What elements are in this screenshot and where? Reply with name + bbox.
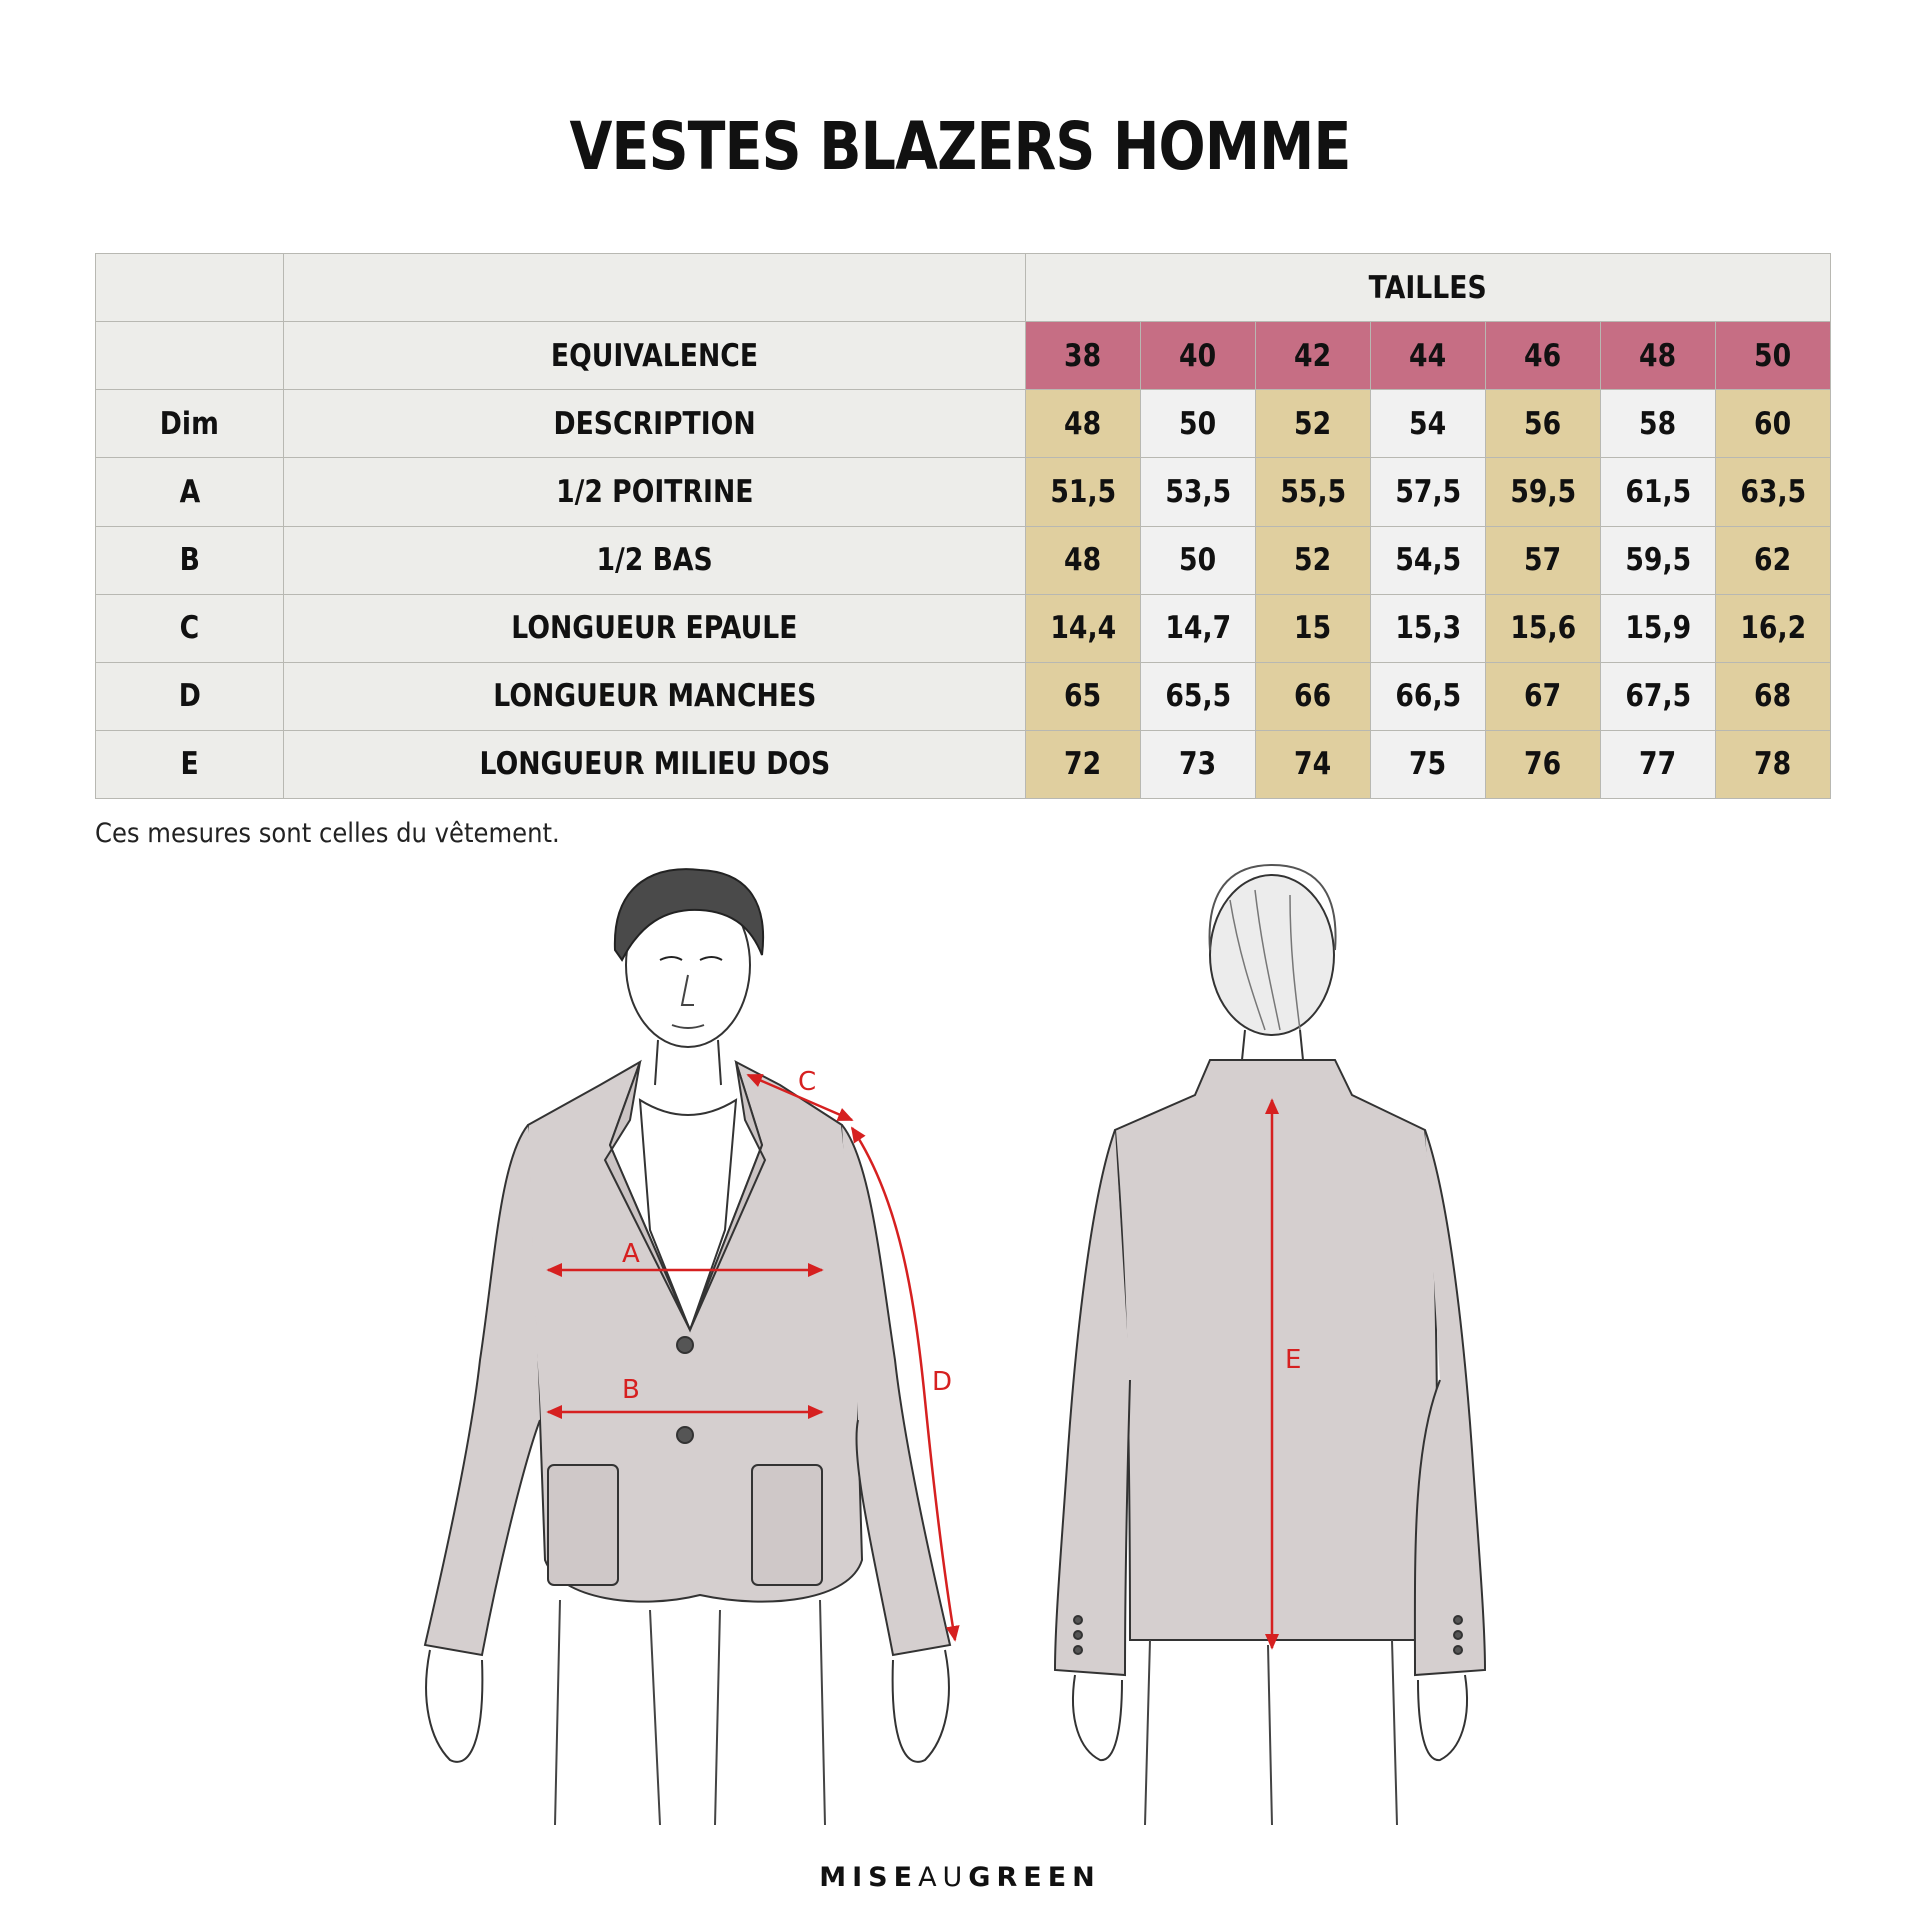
measure-value: 67,5 [1601,662,1716,730]
measure-label: LONGUEUR EPAULE [284,594,1026,662]
measure-value: 16,2 [1716,594,1831,662]
description-size-cell: 56 [1486,390,1601,458]
measure-value: 78 [1716,730,1831,798]
brand-logo [0,1862,1920,1893]
measure-value: 14,4 [1026,594,1141,662]
dim-header: Dim [96,390,284,458]
size-chart-table [95,253,1831,799]
front-button [677,1427,693,1443]
front-right-pocket [752,1465,822,1585]
measure-value: 65 [1026,662,1141,730]
measure-value: 57,5 [1371,458,1486,526]
measure-value: 63,5 [1716,458,1831,526]
brand-logo-part: AU [918,1862,969,1893]
dim-cell: A [96,458,284,526]
measure-label: 1/2 BAS [284,526,1026,594]
label-b: B [622,1375,640,1405]
equivalence-size-cell: 46 [1486,322,1601,390]
measure-value: 66,5 [1371,662,1486,730]
blazer-measurement-illustration [0,855,1920,1855]
equivalence-size-cell: 44 [1371,322,1486,390]
description-size-cell: 52 [1256,390,1371,458]
description-size-cell: 60 [1716,390,1831,458]
back-jacket-body [1115,1060,1440,1640]
dim-cell: E [96,730,284,798]
measure-value: 75 [1371,730,1486,798]
front-left-sleeve [425,1125,540,1655]
measure-label: LONGUEUR MILIEU DOS [284,730,1026,798]
label-a: A [622,1239,640,1269]
measure-value: 74 [1256,730,1371,798]
front-figure [425,869,953,1825]
measure-value: 57 [1486,526,1601,594]
equivalence-label: EQUIVALENCE [284,322,1026,390]
equivalence-size-cell: 42 [1256,322,1371,390]
header-empty-cell [96,254,284,322]
measure-value: 52 [1256,526,1371,594]
description-size-cell: 48 [1026,390,1141,458]
front-left-pocket [548,1465,618,1585]
label-e: E [1285,1345,1302,1375]
description-size-cell: 50 [1141,390,1256,458]
equivalence-size-cell: 40 [1141,322,1256,390]
equivalence-dim-cell [96,322,284,390]
measure-value: 55,5 [1256,458,1371,526]
equivalence-row [96,322,1831,390]
dim-cell: B [96,526,284,594]
measure-value: 48 [1026,526,1141,594]
measure-value: 59,5 [1601,526,1716,594]
page-title: VESTES BLAZERS HOMME [569,108,1351,185]
back-figure [1055,865,1485,1825]
measure-value: 66 [1256,662,1371,730]
equivalence-size-cell: 48 [1601,322,1716,390]
measure-value: 68 [1716,662,1831,730]
back-left-sleeve [1055,1130,1130,1675]
equivalence-size-cell: 38 [1026,322,1141,390]
brand-logo-part: GREEN [968,1862,1101,1893]
measure-label: LONGUEUR MANCHES [284,662,1026,730]
measure-value: 50 [1141,526,1256,594]
measure-value: 59,5 [1486,458,1601,526]
measure-value: 54,5 [1371,526,1486,594]
description-size-cell: 58 [1601,390,1716,458]
measure-value: 77 [1601,730,1716,798]
table-row [96,662,1831,730]
measure-value: 15,6 [1486,594,1601,662]
measure-value: 76 [1486,730,1601,798]
measure-value: 65,5 [1141,662,1256,730]
description-row [96,390,1831,458]
measure-value: 72 [1026,730,1141,798]
measure-value: 14,7 [1141,594,1256,662]
table-header-row [96,254,1831,322]
table-row [96,526,1831,594]
header-empty-cell [284,254,1026,322]
table-row [96,730,1831,798]
measure-value: 61,5 [1601,458,1716,526]
measure-value: 73 [1141,730,1256,798]
measure-value: 51,5 [1026,458,1141,526]
dim-cell: C [96,594,284,662]
measure-value: 15,3 [1371,594,1486,662]
sizes-header: TAILLES [1026,254,1831,322]
table-row [96,594,1831,662]
back-head [1210,875,1334,1035]
measure-value: 62 [1716,526,1831,594]
equivalence-size-cell: 50 [1716,322,1831,390]
label-d: D [932,1367,953,1397]
label-c: C [798,1067,817,1097]
measure-value: 67 [1486,662,1601,730]
front-button [677,1337,693,1353]
measurement-note: Ces mesures sont celles du vêtement. [95,818,560,849]
description-size-cell: 54 [1371,390,1486,458]
measure-value: 15 [1256,594,1371,662]
description-header: DESCRIPTION [284,390,1026,458]
table-row [96,458,1831,526]
brand-logo-part: MISE [819,1862,919,1893]
measure-value: 53,5 [1141,458,1256,526]
measure-label: 1/2 POITRINE [284,458,1026,526]
dim-cell: D [96,662,284,730]
measure-value: 15,9 [1601,594,1716,662]
